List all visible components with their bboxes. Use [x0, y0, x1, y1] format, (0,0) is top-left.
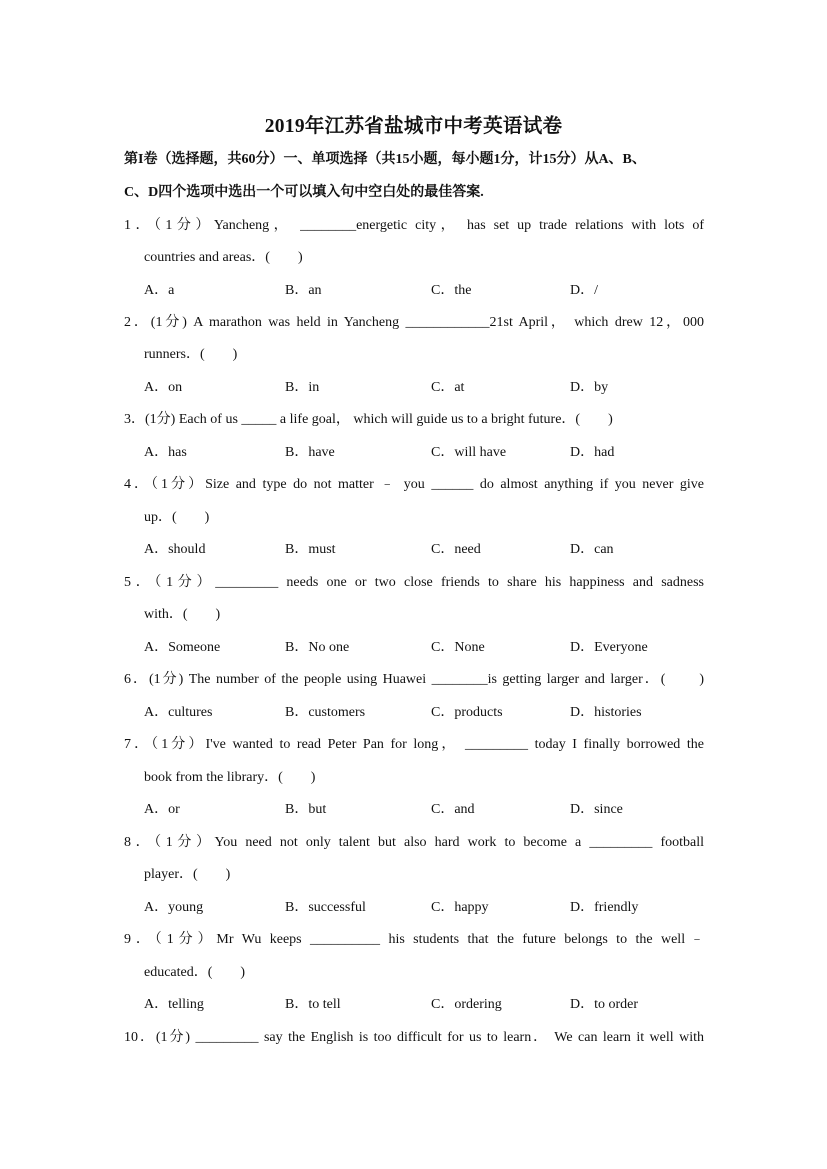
question-7-stem-continued: book from the library．( )	[144, 770, 316, 785]
option-d: D．/	[570, 283, 598, 298]
option-b: B．No one	[285, 640, 350, 655]
question-1-stem-continued: countries and areas．( )	[144, 250, 303, 265]
option-d: D．can	[570, 542, 614, 557]
question-9-stem: 9．（1分）Mr Wu keeps __________ his students that the future belongs to the well﹣	[124, 932, 704, 947]
option-b: B．must	[285, 542, 336, 557]
option-b: B．an	[285, 283, 322, 298]
option-b: B．but	[285, 802, 327, 817]
question-5-stem-continued: with．( )	[144, 607, 221, 622]
section-instruction-line-1: 第I卷（选择题，共60分）一、单项选择（共15小题，每小题1分，计15分）从A、B、	[124, 152, 646, 167]
option-b: B．successful	[285, 900, 366, 915]
question-3-stem: 3．(1分) Each of us _____ a life goal， which will guide us to a bright future．( )	[124, 412, 613, 427]
question-2-stem-continued: runners．( )	[144, 347, 238, 362]
option-a: A．a	[144, 283, 175, 298]
option-c: C．None	[431, 640, 485, 655]
option-a: A．young	[144, 900, 204, 915]
option-a: A．cultures	[144, 705, 213, 720]
option-d: D．to order	[570, 997, 639, 1012]
question-7-stem: 7．（1分）I've wanted to read Peter Pan for long， _________ today I finally borrowed the	[124, 737, 704, 752]
option-c: C．the	[431, 283, 472, 298]
option-c: C．at	[431, 380, 465, 395]
question-8-stem-continued: player．( )	[144, 867, 231, 882]
option-a: A．has	[144, 445, 187, 460]
option-c: C．will have	[431, 445, 507, 460]
option-a: A．should	[144, 542, 206, 557]
option-b: B．to tell	[285, 997, 341, 1012]
question-8-stem: 8．（1分）You need not only talent but also hard work to become a _________ football	[124, 835, 704, 850]
option-b: B．customers	[285, 705, 366, 720]
option-b: B．in	[285, 380, 320, 395]
question-4-stem: 4．（1分）Size and type do not matter ﹣ you ______ do almost anything if you never give	[124, 477, 704, 492]
option-c: C．and	[431, 802, 475, 817]
option-d: D．friendly	[570, 900, 639, 915]
option-a: A．on	[144, 380, 183, 395]
option-d: D．since	[570, 802, 623, 817]
option-b: B．have	[285, 445, 335, 460]
option-c: C．products	[431, 705, 503, 720]
section-instruction-line-2: C、D四个选项中选出一个可以填入句中空白处的最佳答案.	[124, 185, 484, 200]
option-c: C．need	[431, 542, 481, 557]
question-6-stem: 6．(1分) The number of the people using Huawei ________is getting larger and larger．( )	[124, 672, 704, 687]
question-5-stem: 5．（1分）_________ needs one or two close friends to share his happiness and sadness	[124, 575, 704, 590]
option-d: D．by	[570, 380, 609, 395]
exam-title: 2019年江苏省盐城市中考英语试卷	[264, 116, 563, 137]
option-a: A．telling	[144, 997, 204, 1012]
question-4-stem-continued: up．( )	[144, 510, 210, 525]
option-d: D．Everyone	[570, 640, 648, 655]
question-10-stem: 10．(1分) _________ say the English is too difficult for us to learn． We can learn it well with	[124, 1030, 704, 1045]
option-d: D．had	[570, 445, 615, 460]
question-1-stem: 1．（1分）Yancheng， ________energetic city， has set up trade relations with lots of	[124, 218, 704, 233]
option-c: C．happy	[431, 900, 489, 915]
option-a: A．or	[144, 802, 180, 817]
question-2-stem: 2．(1分) A marathon was held in Yancheng ____________21st April， which drew 12，000	[124, 315, 704, 330]
option-c: C．ordering	[431, 997, 502, 1012]
question-9-stem-continued: educated．( )	[144, 965, 246, 980]
option-d: D．histories	[570, 705, 642, 720]
option-a: A．Someone	[144, 640, 221, 655]
